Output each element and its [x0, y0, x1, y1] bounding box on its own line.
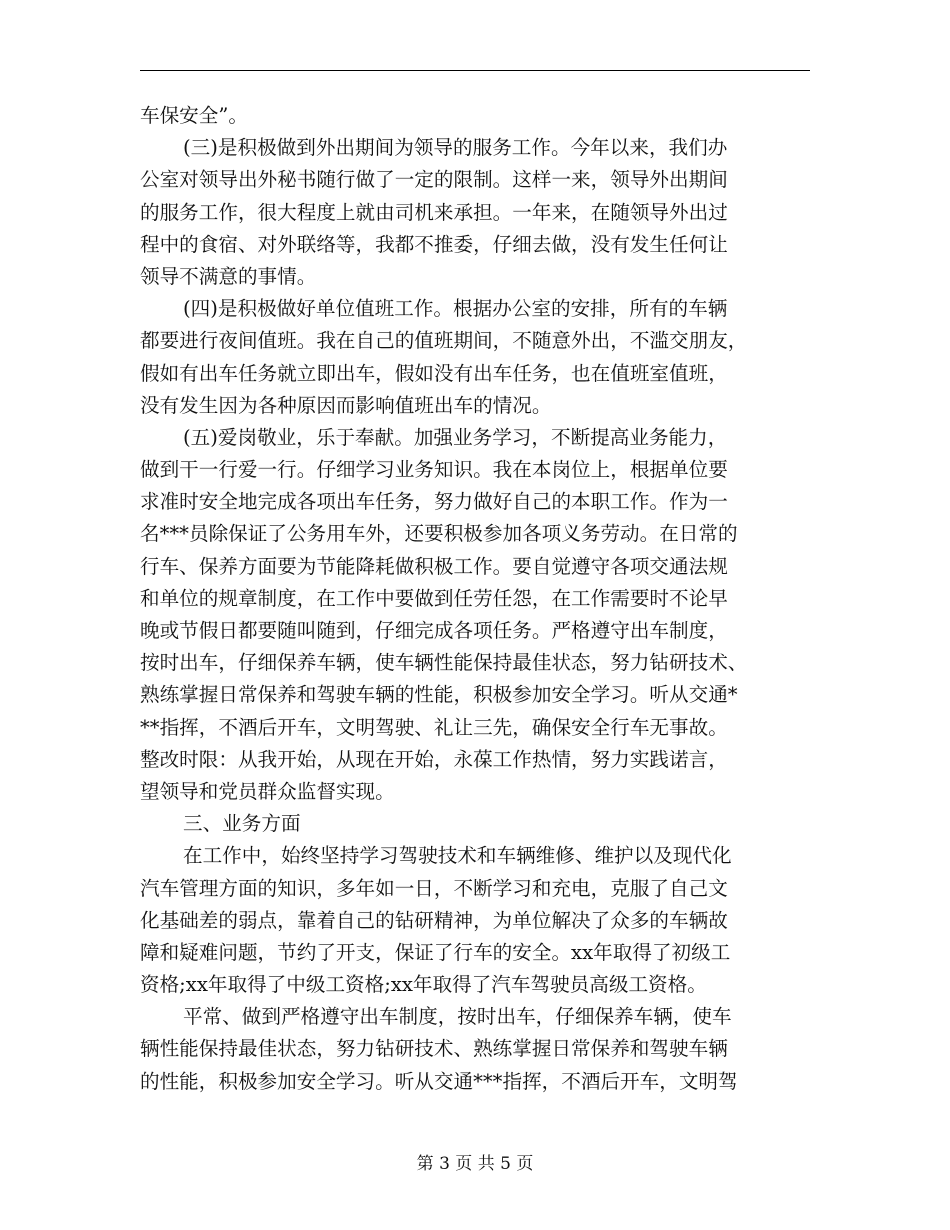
text-line: 望领导和党员群众监督实现。: [140, 779, 395, 803]
text-line: 汽车管理方面的知识，多年如一日，不断学习和充电，克服了自己文: [140, 876, 728, 900]
text-line: 资格;xx年取得了中级工资格;xx年取得了汽车驾驶员高级工资格。: [140, 973, 707, 997]
text-line: 熟练掌握日常保养和驾驶车辆的性能，积极参加安全学习。听从交通*: [140, 683, 738, 707]
text-line: 行车、保养方面要为节能降耗做积极工作。要自觉遵守各项交通法规: [140, 554, 728, 578]
text-line: 程中的食宿、对外联络等，我都不推委，仔细去做，没有发生任何让: [140, 232, 728, 256]
text-line: 辆性能保持最佳状态，努力钻研技术、熟练掌握日常保养和驾驶车辆: [140, 1037, 728, 1061]
text-line: **指挥，不酒后开车，文明驾驶、礼让三先，确保安全行车无事故。: [140, 715, 728, 739]
text-line: (四)是积极做好单位值班工作。根据办公室的安排，所有的车辆: [183, 297, 728, 321]
text-line: 在工作中，始终坚持学习驾驶技术和车辆维修、维护以及现代化: [183, 844, 732, 868]
text-line: 障和疑难问题，节约了开支，保证了行车的安全。xx年取得了初级工: [140, 940, 731, 964]
text-line: 都要进行夜间值班。我在自己的值班期间，不随意外出，不滥交朋友，: [140, 329, 748, 353]
document-body: [140, 100, 810, 1098]
text-line: 平常、做到严格遵守出车制度，按时出车，仔细保养车辆，使车: [183, 1005, 732, 1029]
text-line: 整改时限：从我开始，从现在开始，永葆工作热情，努力实践诺言，: [140, 747, 728, 771]
text-line: 名***员除保证了公务用车外，还要积极参加各项义务劳动。在日常的: [140, 522, 738, 546]
text-line: 的性能，积极参加安全学习。听从交通***指挥，不酒后开车，文明驾: [140, 1069, 738, 1093]
text-line: (五)爱岗敬业，乐于奉献。加强业务学习，不断提高业务能力，: [183, 425, 728, 449]
text-line: 化基础差的弱点，靠着自己的钻研精神，为单位解决了众多的车辆故: [140, 908, 728, 932]
page-number: 第 3 页 共 5 页: [416, 1154, 534, 1174]
text-line: 晚或节假日都要随叫随到，仔细完成各项任务。严格遵守出车制度，: [140, 619, 728, 642]
text-line: 和单位的规章制度，在工作中要做到任劳任怨，在工作需要时不论早: [140, 586, 728, 610]
text-line: 的服务工作，很大程度上就由司机来承担。一年来，在随领导外出过: [140, 200, 728, 224]
text-line: 没有发生因为各种原因而影响值班出车的情况。: [140, 393, 552, 417]
text-line: 求准时安全地完成各项出车任务，努力做好自己的本职工作。作为一: [140, 490, 728, 514]
text-line: 领导不满意的事情。: [140, 264, 317, 288]
text-line: 假如有出车任务就立即出车，假如没有出车任务，也在值班室值班，: [140, 361, 728, 385]
text-line: 车保安全”。: [140, 104, 248, 127]
text-line: 按时出车，仔细保养车辆，使车辆性能保持最佳状态，努力钻研技术、: [140, 651, 748, 675]
text-line: (三)是积极做到外出期间为领导的服务工作。今年以来，我们办: [183, 136, 728, 160]
text-line: 公室对领导出外秘书随行做了一定的限制。这样一来，领导外出期间: [140, 168, 728, 192]
text-line: 做到干一行爱一行。仔细学习业务知识。我在本岗位上，根据单位要: [140, 458, 728, 482]
header-rule: [140, 70, 810, 71]
section-heading: 三、业务方面: [183, 812, 301, 836]
